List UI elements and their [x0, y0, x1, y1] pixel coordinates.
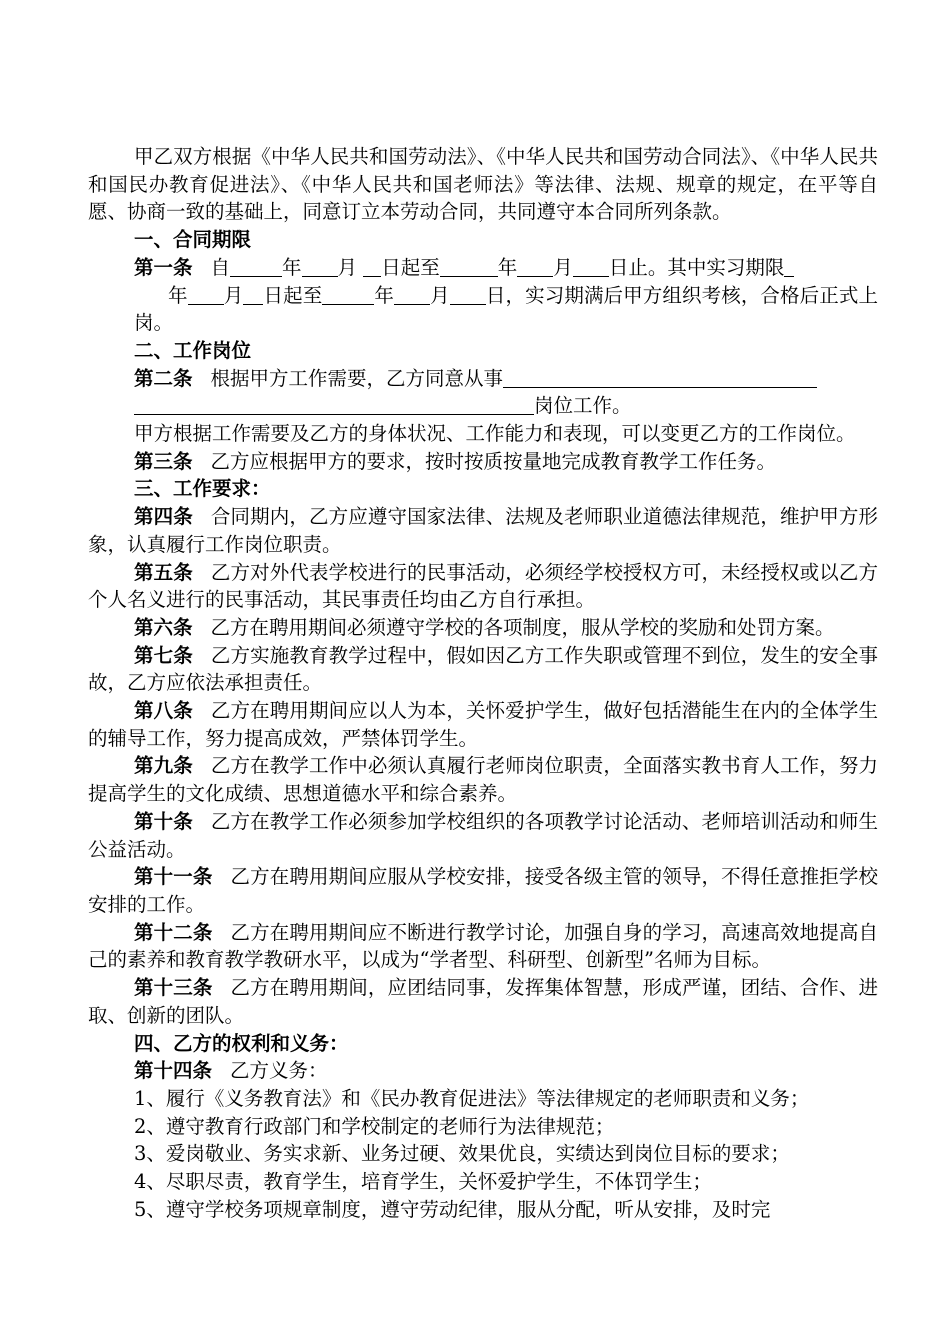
list-item: 3、爱岗敬业、务实求新、业务过硬、效果优良，实绩达到岗位目标的要求； [134, 1142, 790, 1166]
contract-page [88, 143, 878, 1223]
article-2: 第二条 根据甲方工作需要，乙方同意从事 岗位工作。 [88, 365, 878, 420]
blank-field[interactable] [450, 284, 486, 305]
blank-field[interactable] [394, 284, 430, 305]
article-8: 第八条 乙方在聘用期间应以人为本，关怀爱护学生，做好包括潜能生在内的全体学生的辅导工作，努力提高成效，严禁体罚学生。 [88, 699, 878, 750]
section-heading-2: 二、工作岗位 [134, 338, 252, 362]
section-heading-1: 一、合同期限 [134, 228, 252, 252]
section-heading-3: 三、工作要求： [134, 477, 271, 501]
blank-field[interactable] [363, 256, 381, 277]
article-7: 第七条 乙方实施教育教学过程中，假如因乙方工作失职或管理不到位，发生的安全事故，乙方应依法承担责任。 [88, 643, 878, 695]
article-label: 第一条 [134, 255, 193, 279]
job-position-field[interactable] [503, 367, 817, 388]
list-item: 4、尽职尽责，教育学生，培育学生，关怀爱护学生，不体罚学生； [134, 1170, 712, 1194]
blank-field[interactable] [230, 256, 282, 277]
article-9: 第九条 乙方在教学工作中必须认真履行老师岗位职责，全面落实教书育人工作，努力提高学生的文化成绩、思想道德水平和综合素养。 [88, 754, 878, 806]
section-heading-4: 四、乙方的权利和义务： [134, 1031, 349, 1055]
blank-field[interactable] [322, 284, 374, 305]
article-12: 第十二条 乙方在聘用期间应不断进行教学讨论，加强自身的学习，高速高效地提高自己的素养和教育教学教研水平，以成为“学者型、科研型、创新型”名师为目标。 [88, 920, 878, 972]
article-3: 第三条 乙方应根据甲方的要求，按时按质按量地完成教育教学工作任务。 [134, 449, 777, 473]
article-14: 第十四条 乙方义务： [134, 1059, 328, 1083]
article-4: 第四条 合同期内，乙方应遵守国家法律、法规及老师职业道德法律规范，维护甲方形象，认真履行工作岗位职责。 [88, 505, 878, 556]
article-2-paragraph: 甲方根据工作需要及乙方的身体状况、工作能力和表现，可以变更乙方的工作岗位。 [134, 422, 856, 446]
job-position-field-2[interactable] [134, 394, 534, 415]
list-item: 1、履行《义务教育法》和《民办教育促进法》等法律规定的老师职责和义务； [134, 1086, 810, 1110]
article-1: 第一条 自 年 月 日起至 年 月 日止。其中实习期限 年 月 日起至 年 月 日，实习期满后甲方组织考核，合格后正式上岗。 [134, 255, 878, 335]
blank-field[interactable] [440, 256, 498, 277]
article-label: 第二条 [134, 366, 193, 390]
blank-field[interactable] [188, 284, 224, 305]
list-item: 5、遵守学校务项规章制度，遵守劳动纪律，服从分配，听从安排，及时完 [134, 1197, 771, 1221]
article-11: 第十一条 乙方在聘用期间应服从学校安排，接受各级主管的领导，不得任意推拒学校安排的工作。 [88, 865, 878, 916]
article-13: 第十三条 乙方在聘用期间，应团结同事，发挥集体智慧，形成严谨，团结、合作、进取、创新的团队。 [88, 976, 878, 1027]
blank-field[interactable] [573, 256, 609, 277]
blank-field[interactable] [784, 256, 794, 277]
blank-field[interactable] [302, 256, 338, 277]
article-6: 第六条 乙方在聘用期间必须遵守学校的各项制度，服从学校的奖励和处罚方案。 [134, 615, 835, 639]
list-item: 2、遵守教育行政部门和学校制定的老师行为法律规范； [134, 1114, 615, 1138]
article-10: 第十条 乙方在教学工作必须参加学校组织的各项教学讨论活动、老师培训活动和师生公益活动。 [88, 809, 878, 861]
intro-paragraph: 甲乙双方根据《中华人民共和国劳动法》、《中华人民共和国劳动合同法》、《中华人民共和国民办教育促进法》、《中华人民共和国老师法》等法律、法规、规章的规定，在平等自愿、协商一致的基础上，同意订立本劳动合同，共同遵守本合同所列条款。 [88, 145, 878, 224]
article-5: 第五条 乙方对外代表学校进行的民事活动，必须经学校授权方可，未经授权或以乙方个人名义进行的民事活动，其民事责任均由乙方自行承担。 [88, 560, 878, 612]
blank-field[interactable] [517, 256, 553, 277]
blank-field[interactable] [243, 284, 263, 305]
